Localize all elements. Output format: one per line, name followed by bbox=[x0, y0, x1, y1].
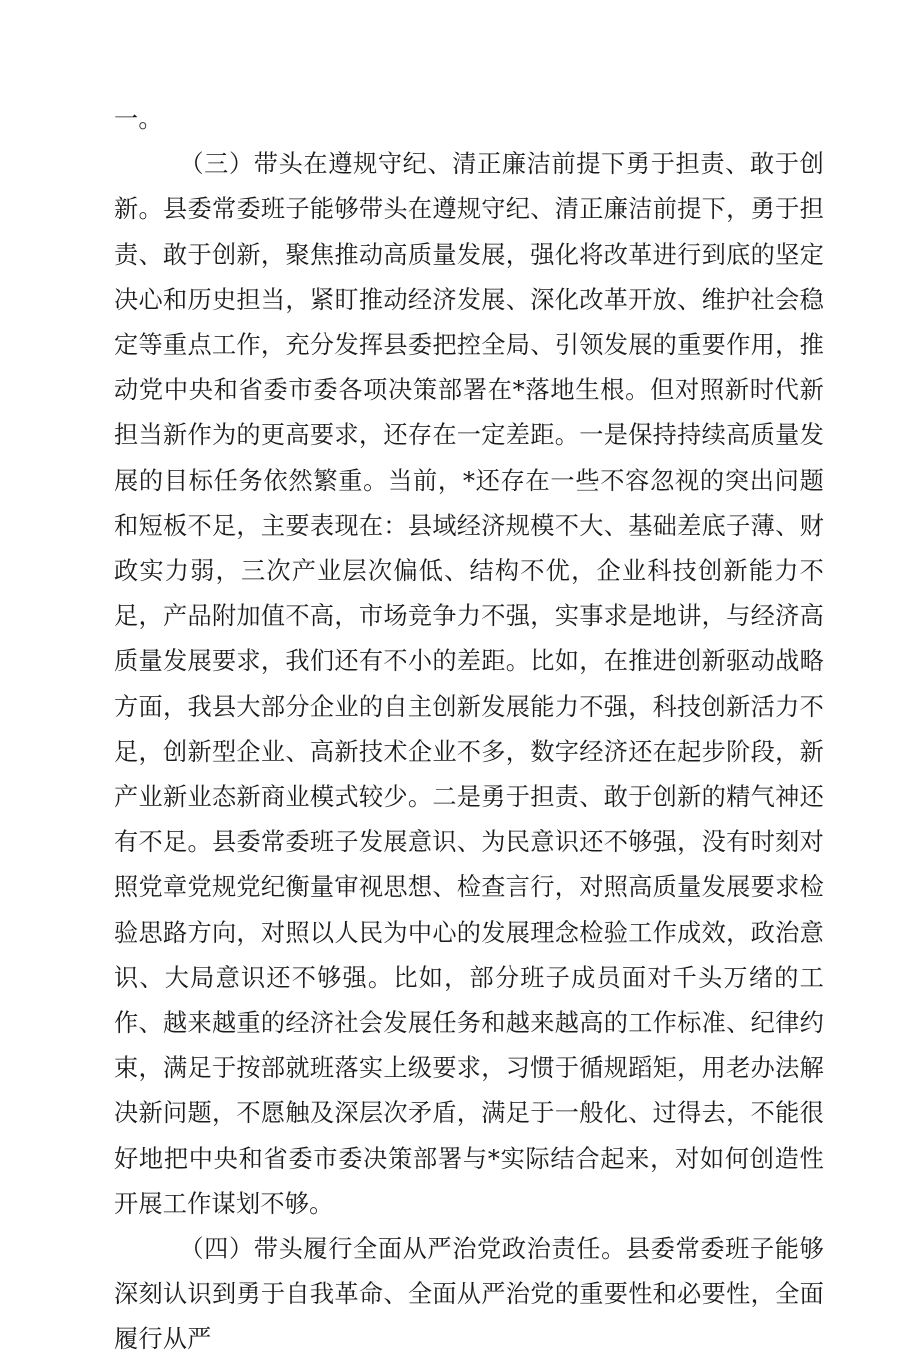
paragraph-text: 县委常委班子能够带头在遵规守纪、清正廉洁前提下，勇于担责、敢于创新，聚焦推动高质量发展，强化将改革进行到底的坚定决心和历史担当，紧盯推动经济发展、深化改革开放、维护社会稳定等重点工作，充分发挥县委把控全局、引领发展的重要作用，推动党中央和省委市委各项决策部署在*落地生根。但对照新时代新担当新作为的更高要求，还存在一定差距。一是保持持续高质量发展的目标任务依然繁重。当前，*还存在一些不容忽视的突出问题和短板不足，主要表现在：县域经济规模不大、基础差底子薄、财政实力弱，三次产业层次偏低、结构不优，企业科技创新能力不足，产品附加值不高，市场竞争力不强，实事求是地讲，与经济高质量发展要求，我们还有不小的差距。比如，在推进创新驱动战略方面，我县大部分企业的自主创新发展能力不强，科技创新活力不足，创新型企业、高新技术企业不多，数字经济还在起步阶段，新产业新业态新商业模式较少。二是勇于担责、敢于创新的精气神还有不足。县委常委班子发展意识、为民意识还不够强，没有时刻对照党章党规党纪衡量审视思想、检查言行，对照高质量发展要求检验思路方向，对照以人民为中心的发展理念检验工作成效，政治意识、大局意识还不够强。比如，部分班子成员面对千头万绪的工作、越来越重的经济社会发展任务和越来越高的工作标准、纪律约束，满足于按部就班落实上级要求，习惯于循规蹈矩，用老办法解决新问题，不愿触及深层次矛盾，满足于一般化、过得去，不能很好地把中央和省委市委决策部署与*实际结合起来，对如何创造性开展工作谋划不够。 bbox=[114, 195, 825, 1218]
section-heading: （四）带头履行全面从严治党政治责任。 bbox=[179, 1235, 626, 1264]
paragraph-section-three bbox=[114, 142, 824, 1227]
paragraph-text: 一。 bbox=[114, 105, 163, 133]
document-body bbox=[114, 97, 824, 1363]
paragraph-continuation bbox=[114, 97, 824, 142]
paragraph-text: 县委常委班子能够深刻认识到勇于自我革命、全面从严治党的重要性和必要性，全面履行从严 bbox=[114, 1235, 824, 1354]
paragraph-section-four bbox=[114, 1227, 824, 1363]
section-heading: （三）带头在遵规守纪、清正廉洁前提下勇于担责、敢于创新。 bbox=[114, 150, 824, 224]
